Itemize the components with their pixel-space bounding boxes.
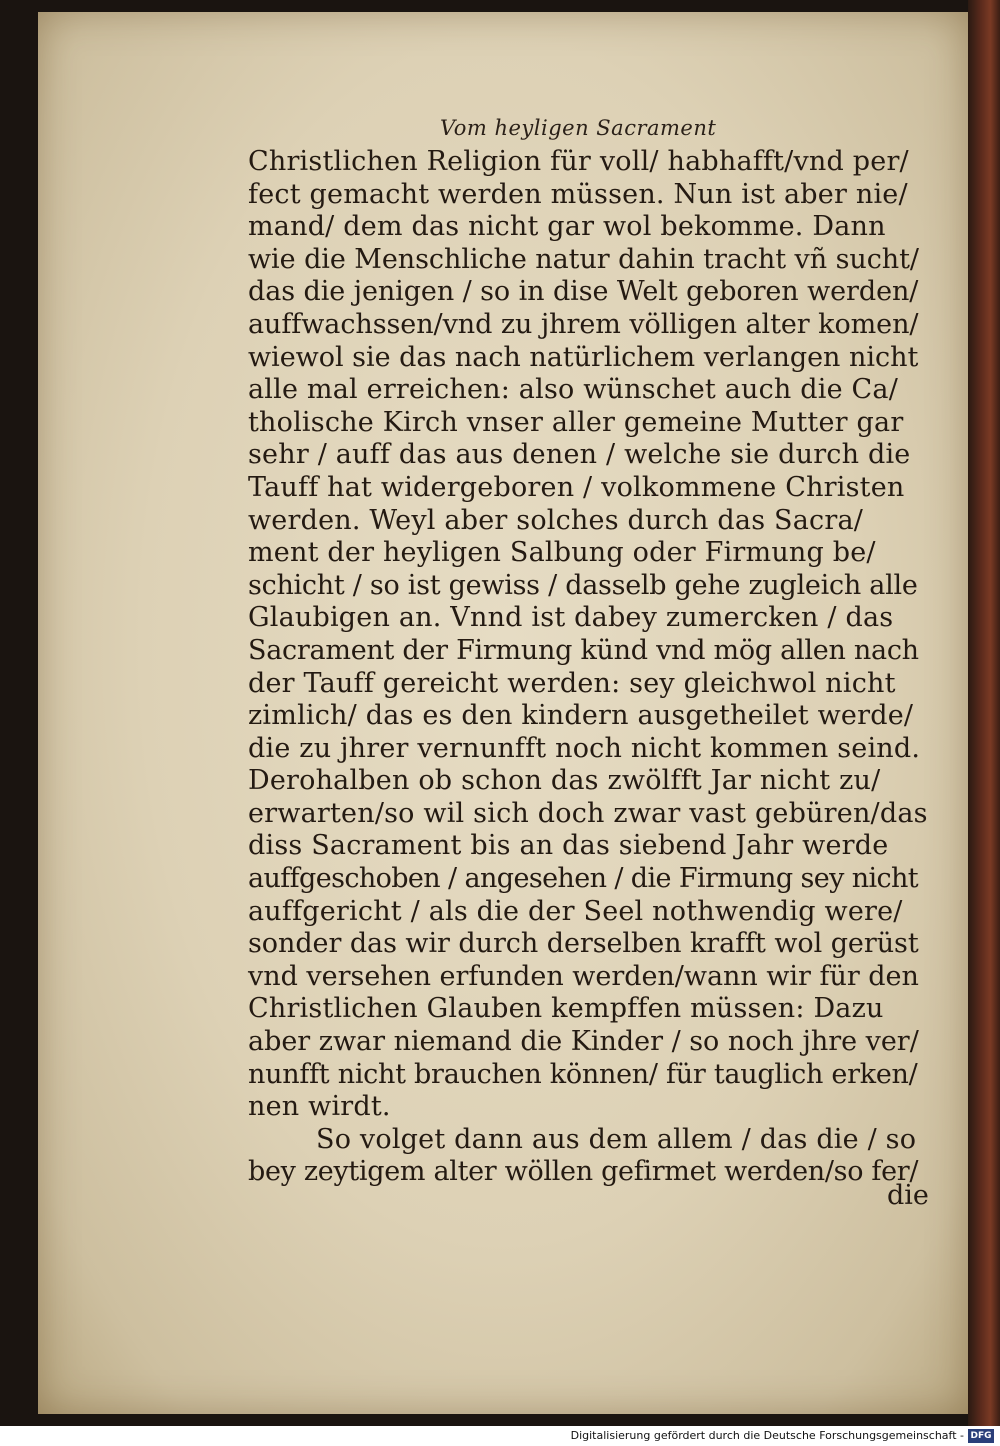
text-line: Glaubigen an. Vnnd ist dabey zumercken / das xyxy=(248,602,894,634)
text-line: werden. Weyl aber solches durch das Sacra/ xyxy=(248,504,864,536)
text-line: die zu jhrer vernunfft noch nicht kommen seind. xyxy=(248,732,921,764)
text-line: Christlichen Glauben kempffen müssen: Dazu xyxy=(248,993,884,1025)
footer-bar xyxy=(0,1426,1000,1446)
text-line: alle mal erreichen: also wünschet auch die Ca/ xyxy=(248,374,899,406)
text-line: aber zwar niemand die Kinder / so noch jhre ver/ xyxy=(248,1026,919,1058)
dfg-logo-icon: DFG xyxy=(968,1429,994,1443)
text-line: ment der heyligen Salbung oder Firmung be/ xyxy=(248,537,876,569)
text-line: diss Sacrament bis an das siebend Jahr werde xyxy=(248,830,889,862)
text-line: das die jenigen / so in dise Welt geboren werden/ xyxy=(248,276,919,308)
text-line: auffwachssen/vnd zu jhrem völligen alter komen/ xyxy=(248,308,919,340)
text-line: mand/ dem das nicht gar wol bekomme. Dann xyxy=(248,211,886,243)
text-line: sehr / auff das aus denen / welche sie durch die xyxy=(248,439,911,471)
catchword: die xyxy=(887,1180,929,1211)
text-line: Derohalben ob schon das zwölfft Jar nicht zu/ xyxy=(248,765,881,797)
text-line: Tauff hat widergeboren / volkommene Christen xyxy=(248,471,905,503)
text-line: erwarten/so wil sich doch zwar vast gebüren/das xyxy=(248,797,928,829)
book-spine-edge xyxy=(968,0,1000,1426)
text-line: Sacrament der Firmung künd vnd mög allen nach xyxy=(248,634,919,666)
text-line: wiewol sie das nach natürlichem verlangen nicht xyxy=(248,341,919,373)
text-line: der Tauff gereicht werden: sey gleichwol nicht xyxy=(248,667,896,699)
text-line: schicht / so ist gewiss / dasselb gehe zugleich alle xyxy=(248,569,918,601)
text-line: Christlichen Religion für voll/ habhafft/vnd per/ xyxy=(248,146,909,177)
text-line: bey zeytigem alter wöllen gefirmet werden/so fer/ xyxy=(248,1156,919,1188)
text-line: sonder das wir durch derselben krafft wol gerüst xyxy=(248,928,919,960)
text-line: nunfft nicht brauchen können/ für tauglich erken/ xyxy=(248,1058,918,1090)
text-line: tholische Kirch vnser aller gemeine Mutter gar xyxy=(248,406,904,438)
text-line: auffgeschoben / angesehen / die Firmung sey nicht xyxy=(248,863,919,895)
text-line: wie die Menschliche natur dahin tracht vñ sucht/ xyxy=(248,243,919,275)
funding-credit: Digitalisierung gefördert durch die Deutsche Forschungsgemeinschaft - xyxy=(570,1429,964,1442)
running-header: Vom heyligen Sacrament xyxy=(440,116,717,140)
text-line: So volget dann aus dem allem / das die / so xyxy=(316,1123,917,1155)
text-line: fect gemacht werden müssen. Nun ist aber nie/ xyxy=(248,178,908,210)
text-line: auffgericht / als die der Seel nothwendig were/ xyxy=(248,895,903,927)
text-line: vnd versehen erfunden werden/wann wir für den xyxy=(248,960,919,992)
text-line: nen wirdt. xyxy=(248,1091,391,1123)
body-text xyxy=(248,146,928,1189)
text-line: zimlich/ das es den kindern ausgetheilet werde/ xyxy=(248,700,914,732)
